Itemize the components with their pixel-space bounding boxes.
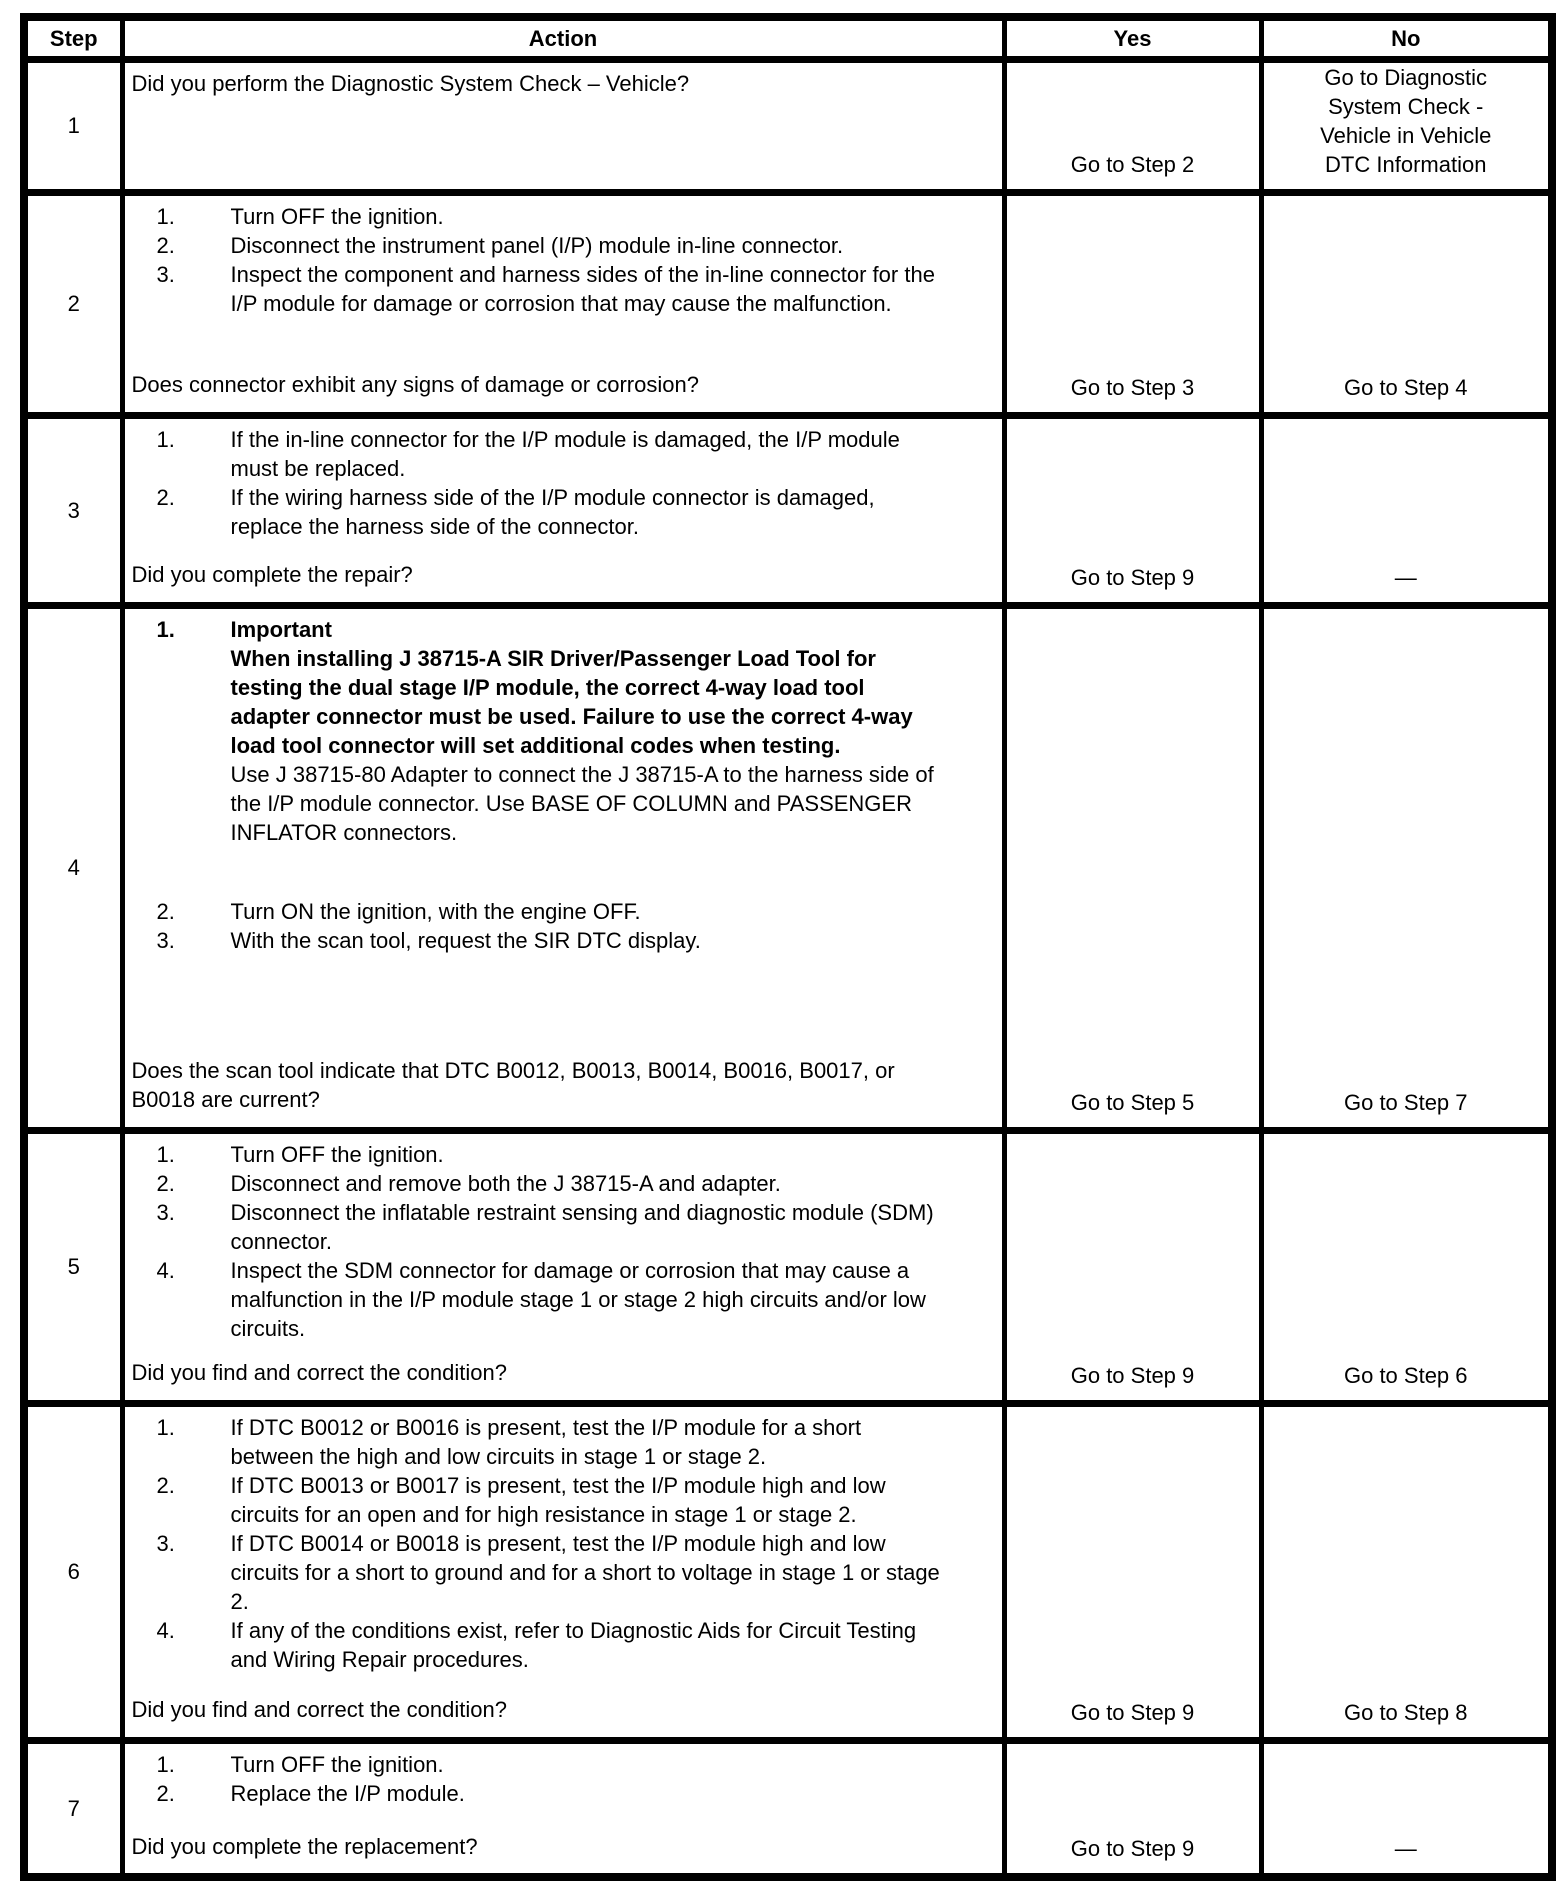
- item-text: Replace the I/P module.: [230, 1780, 465, 1806]
- table-row: [24, 1403, 1552, 1740]
- item-number: 1.: [156, 203, 175, 229]
- item-text: Turn OFF the ignition.: [230, 1141, 444, 1167]
- list-item: [132, 425, 994, 483]
- item-number: 2.: [156, 898, 175, 924]
- no-cell: [1261, 1403, 1552, 1740]
- no-cell: [1261, 605, 1552, 1130]
- list-item: [132, 1750, 994, 1779]
- yes-answer: Go to Step 9: [1070, 1362, 1195, 1388]
- action-cell: [122, 1130, 1004, 1403]
- list-item: [132, 1256, 994, 1343]
- no-answer: —: [1394, 564, 1417, 590]
- action-question: Did you complete the replacement?: [131, 1833, 478, 1859]
- diagnostic-procedure-table: [20, 13, 1556, 1881]
- item-number: 3.: [156, 1199, 175, 1225]
- no-answer: —: [1394, 1836, 1417, 1861]
- item-text: With the scan tool, request the SIR DTC display.: [230, 927, 701, 953]
- action-cell: [122, 1740, 1004, 1877]
- yes-answer: Go to Step 3: [1070, 374, 1195, 400]
- item-number: 3.: [156, 1530, 175, 1556]
- list-item: [132, 926, 994, 955]
- important-label: Important: [230, 616, 332, 642]
- item-number: 1.: [156, 426, 175, 452]
- item-text: If any of the conditions exist, refer to Diagnostic Aids for Circuit Testing and Wiring Repair procedures.: [230, 1617, 917, 1672]
- item-text: Disconnect the instrument panel (I/P) module in-line connector.: [230, 232, 844, 258]
- action-cell: [122, 192, 1004, 415]
- item-number: 3.: [156, 927, 175, 953]
- yes-cell: [1004, 1403, 1261, 1740]
- yes-answer: Go to Step 5: [1070, 1089, 1195, 1115]
- list-item: [132, 1779, 994, 1808]
- no-cell: [1261, 59, 1552, 192]
- list-item: [132, 483, 994, 541]
- item-text: If the wiring harness side of the I/P module connector is damaged, replace the harness side of the connector.: [230, 484, 875, 539]
- list-item: [132, 1529, 994, 1616]
- action-question: Does the scan tool indicate that DTC B0012, B0013, B0014, B0016, B0017, or B0018 are current?: [131, 1057, 895, 1112]
- step-number: 4: [24, 605, 122, 1130]
- item-number: 2.: [156, 1472, 175, 1498]
- item-number: 1.: [156, 616, 175, 642]
- yes-cell: [1004, 59, 1261, 192]
- no-cell: [1261, 1740, 1552, 1877]
- list-item: [132, 1169, 994, 1198]
- yes-answer: Go to Step 9: [1070, 1699, 1195, 1725]
- table-row: [24, 1130, 1552, 1403]
- list-item: [132, 1413, 994, 1471]
- item-number: 4.: [156, 1617, 175, 1643]
- item-text: If DTC B0014 or B0018 is present, test the I/P module high and low circuits for a short to ground and for a short to voltage in stage 1 or stage 2.: [230, 1530, 940, 1614]
- action-question: Does connector exhibit any signs of damage or corrosion?: [131, 371, 699, 397]
- step-number: 5: [24, 1130, 122, 1403]
- no-answer: Go to Diagnostic System Check - Vehicle in Vehicle DTC Information: [1320, 64, 1492, 177]
- no-answer: Go to Step 7: [1343, 1089, 1468, 1115]
- yes-cell: [1004, 1130, 1261, 1403]
- table-row: [24, 192, 1552, 415]
- yes-cell: [1004, 1740, 1261, 1877]
- item-text: [231, 615, 941, 847]
- item-text: Turn OFF the ignition.: [230, 1751, 444, 1777]
- table-row: [24, 415, 1552, 605]
- action-cell: [122, 59, 1004, 192]
- item-number: 2.: [156, 484, 175, 510]
- no-cell: [1261, 415, 1552, 605]
- no-answer: Go to Step 8: [1343, 1699, 1468, 1725]
- item-text: Inspect the SDM connector for damage or corrosion that may cause a malfunction in the I/P module stage 1 or stage 2 high circuits and/or low circuits.: [230, 1257, 926, 1341]
- list-item: [132, 615, 994, 847]
- header-step: Step: [24, 17, 122, 59]
- no-cell: [1261, 192, 1552, 415]
- item-text: Disconnect and remove both the J 38715-A and adapter.: [230, 1170, 781, 1196]
- step-number: 6: [24, 1403, 122, 1740]
- item-number: 3.: [156, 261, 175, 287]
- list-item: [132, 260, 994, 318]
- item-text: If DTC B0012 or B0016 is present, test the I/P module for a short between the high and low circuits in stage 1 or stage 2.: [230, 1414, 862, 1469]
- item-text: Inspect the component and harness sides of the in-line connector for the I/P module for damage or corrosion that may cause the malfunction.: [230, 261, 935, 316]
- yes-answer: Go to Step 9: [1070, 564, 1195, 590]
- item-text: Turn OFF the ignition.: [230, 203, 444, 229]
- header-no: No: [1261, 17, 1552, 59]
- yes-answer: Go to Step 9: [1070, 1836, 1195, 1861]
- item-text: Turn ON the ignition, with the engine OFF.: [230, 898, 641, 924]
- item-number: 2.: [156, 1780, 175, 1806]
- table-row: [24, 59, 1552, 192]
- no-cell: [1261, 1130, 1552, 1403]
- yes-cell: [1004, 415, 1261, 605]
- action-question: Did you find and correct the condition?: [131, 1359, 507, 1385]
- item-number: 1.: [156, 1414, 175, 1440]
- action-intro: Did you perform the Diagnostic System Check – Vehicle?: [131, 70, 690, 96]
- yes-answer: Go to Step 2: [1070, 151, 1195, 177]
- list-item: [132, 1616, 994, 1674]
- item-number: 2.: [156, 1170, 175, 1196]
- yes-cell: [1004, 605, 1261, 1130]
- item-number: 4.: [156, 1257, 175, 1283]
- list-item: [132, 1471, 994, 1529]
- step-number: 1: [24, 59, 122, 192]
- item-number: 1.: [156, 1751, 175, 1777]
- yes-cell: [1004, 192, 1261, 415]
- list-item: [132, 231, 994, 260]
- item-text: If the in-line connector for the I/P module is damaged, the I/P module must be replaced.: [230, 426, 900, 481]
- step-number: 2: [24, 192, 122, 415]
- table-row: [24, 1740, 1552, 1877]
- action-question: Did you complete the repair?: [131, 561, 413, 587]
- action-cell: [122, 1403, 1004, 1740]
- item-text: Disconnect the inflatable restraint sensing and diagnostic module (SDM) connector.: [230, 1199, 934, 1254]
- item-paragraph: Use J 38715-80 Adapter to connect the J 38715-A to the harness side of the I/P module connector. Use BASE OF COLUMN and PASSENGER INFLATOR connectors.: [230, 761, 934, 845]
- action-question: Did you find and correct the condition?: [131, 1696, 507, 1722]
- important-text: When installing J 38715-A SIR Driver/Passenger Load Tool for testing the dual stage I/P module, the correct 4-way load tool adapter connector must be used. Failure to use the correct 4-way load tool connector will set additional codes when testing.: [230, 645, 913, 758]
- action-cell: [122, 605, 1004, 1130]
- item-text: If DTC B0013 or B0017 is present, test the I/P module high and low circuits for an open and for high resistance in stage 1 or stage 2.: [230, 1472, 886, 1527]
- list-item: [132, 897, 994, 926]
- item-number: 2.: [156, 232, 175, 258]
- header-yes: Yes: [1004, 17, 1261, 59]
- list-item: [132, 1198, 994, 1256]
- header-row: [24, 17, 1552, 59]
- no-answer: Go to Step 4: [1343, 374, 1468, 400]
- list-item: [132, 1140, 994, 1169]
- header-action: Action: [122, 17, 1004, 59]
- step-number: 3: [24, 415, 122, 605]
- action-cell: [122, 415, 1004, 605]
- table-row: [24, 605, 1552, 1130]
- list-item: [132, 202, 994, 231]
- item-number: 1.: [156, 1141, 175, 1167]
- no-answer: Go to Step 6: [1343, 1362, 1468, 1388]
- step-number: 7: [24, 1740, 122, 1877]
